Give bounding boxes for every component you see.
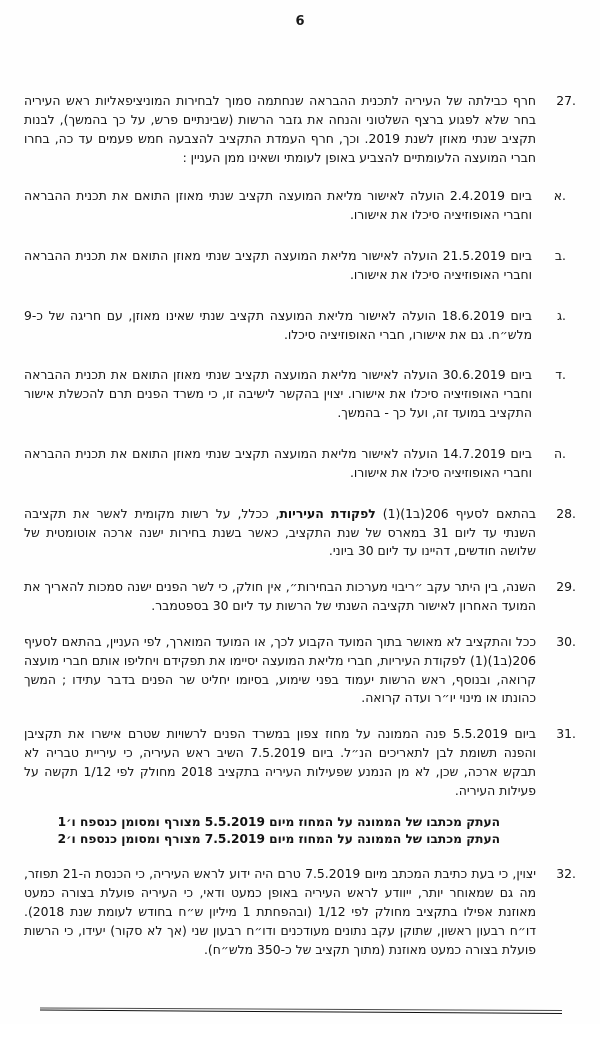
clause-32-marker: 32. bbox=[556, 866, 576, 882]
subitem-alef-marker: .א bbox=[553, 188, 566, 204]
clause-28-text bbox=[24, 505, 536, 562]
clause-32-text: יצוין, כי בעת כתיבת המכתב מיום 7.5.2019 טרם היה ידוע לראש העיריה, כי הכנסת ה-21 תפוזר, מה גם שמאוחר יותר, ייוודע לראש העיריה באופן כמעט ודאי, כי העיריה פועלת בצורה כמעט מאוזנת אפילו בתקציב מחולק לפי 1/12 (ובהפחתת 1 מיליון ש״ח בחודש לעומת שנת 2018). דו״ח רבעון ראשון, שתוקן עקב נתונים מעודכנים ודו״ח רבעון שני (אך לא סקור) יעידו, כי הרשות פועלת בצורה כמעט מאוזנת (מתוך תקציב של כ-350 מלש״ח). bbox=[24, 866, 537, 957]
clause-27-marker: 27. bbox=[556, 93, 576, 108]
attachment-note-2: העתק מכתבו של הממונה על המחוז מיום 7.5.2019 מצורף ומסומן כנספח ו׳2 bbox=[57, 831, 500, 846]
clause-31-text: ביום 5.5.2019 פנה הממונה על מחוז צפון במשרד הפנים לרשויות שטרם אישרו את תקציבן והפנה תשומת לבן לתאריכים הנ״ל. ביום 7.5.2019 השיב ראש העיריה, כי עיריית טבריה לא תבקש ארכה, שכן, לא מן הנמנע שפעילות העיריה בתקציב 2018 מחולק לפי 1/12 תקשה על פעילות העיריה. bbox=[24, 726, 536, 798]
clause-29 bbox=[24, 578, 576, 616]
subitem-he-text: ביום 14.7.2019 הועלה לאישור מליאת המועצה תקציב שנתי מאוזן התואם את תכנית ההבראה וחברי האופוזיציה סיכלו את אישורו. bbox=[24, 445, 532, 480]
subitem-he bbox=[24, 445, 576, 483]
subitem-bet-marker: .ב bbox=[554, 248, 566, 264]
clause-30-marker: 30. bbox=[556, 633, 576, 649]
subitem-gimel bbox=[24, 307, 576, 345]
document-body bbox=[24, 92, 576, 960]
clause-29-text: השנה, בין היתר עקב ״ריבוי מערכות הבחירות״, אין חולק, כי לשר הפנים ישנה סמכות להאריך את המועד האחרון לאישור תקציבה השנתי של הרשות עד ליום 30 בספטמבר. bbox=[24, 579, 536, 614]
clause-28-marker: 28. bbox=[556, 505, 576, 521]
clause-30-text: ככל והתקציב לא מאושר בתוך המועד הקבוע לכך, או המועד המוארך, לפי העניין, בהתאם לסעיף 206(ב1)(1) לפקודת העיריות, חברי מליאת המועצה יסיימו את תפקידם ויחליפו אותם חברי מועצה קרואה, ובנוסף, ראש הרשות יעמוד בפני שימוע, בסיומו יחליט שר הפנים בדבר עתידו ; המשך כהונתו או מינוי יו״ר ועדה קרואה. bbox=[24, 633, 536, 706]
clause-27 bbox=[24, 92, 576, 167]
subitem-dalet-marker: .ד bbox=[555, 367, 566, 383]
clause-28 bbox=[24, 505, 576, 562]
subitem-bet bbox=[24, 247, 576, 285]
attachment-notes bbox=[24, 814, 536, 849]
paper-bottom-edge bbox=[0, 1024, 600, 1050]
clause-29-marker: 29. bbox=[556, 579, 576, 595]
subitem-dalet-text: ביום 30.6.2019 הועלה לאישור מליאת המועצה תקציב שנתי מאוזן התואם את תכנית ההבראה וחברי האופוזיציה סיכלו את אישורו. יצוין בהקשר לישיבה זו, כי משרד הפנים תרם להכשלת אישור התקציב במועד זה, ועל כך - בהמשך. bbox=[24, 367, 532, 421]
clause-28-statute-reference: לפקודת העיריות bbox=[279, 505, 376, 521]
clause-31 bbox=[24, 725, 576, 848]
attachment-note-1: העתק מכתבו של הממונה על המחוז מיום 5.5.2019 מצורף ומסומן כנספח ו׳1 bbox=[57, 814, 500, 829]
clause-31-marker: 31. bbox=[556, 726, 576, 742]
subitem-gimel-text: ביום 18.6.2019 הועלה לאישור מליאת המועצה תקציב שנתי שאינו מאוזן, עם חריגה של כ-9 מלש״ח. גם את אישורו, חברי האופוזיציה סיכלו. bbox=[24, 307, 532, 342]
subitem-dalet bbox=[24, 366, 576, 423]
clause-28-text-after: , ככלל, על רשות מקומית לאשר את תקציבה השנתי עד ליום 31 במארס של שנת התקציב, כאשר בשנת בחירות ישנה ארכה אוטומטית של שלושה חודשים, דהיינו עד ליום 30 ביוני. bbox=[24, 505, 536, 559]
footer-rule bbox=[40, 1008, 562, 1018]
subitem-bet-text: ביום 21.5.2019 הועלה לאישור מליאת המועצה תקציב שנתי מאוזן התואם את תכנית ההבראה וחברי האופוזיציה סיכלו את אישורו. bbox=[24, 248, 532, 282]
subitem-list bbox=[24, 187, 576, 482]
clause-32 bbox=[24, 865, 576, 959]
page-number: 6 bbox=[295, 14, 305, 29]
subitem-alef-text: ביום 2.4.2019 הועלה לאישור מליאת המועצה תקציב שנתי מאוזן התואם את תכנית ההבראה וחברי האופוזיציה סיכלו את אישורו. bbox=[24, 188, 532, 223]
clause-27-text: חרף כבילתה של העיריה לתכנית ההבראה שנחתמה סמוך לבחירות המוניציפאליות ראש העיריה בחר שלא לפגוע ברצף השלטוני והנחה את גזבר הרשות (שבינתיים פרש, על כך בהמשך), לבנות תקציב שנתי מאוזן לשנת 2019. וכך, חרף העמדת התקציב להצבעה חמש פעמים עד כה, בחרו חברי המועצה הלעומתיים להצביע באופן לעומתי ושאינו ממן העניין : bbox=[24, 93, 537, 165]
subitem-he-marker: .ה bbox=[553, 445, 566, 461]
subitem-gimel-marker: .ג bbox=[556, 307, 566, 323]
clause-28-text-before: בהתאם לסעיף 206(ב1)(1) bbox=[375, 505, 537, 521]
subitem-alef bbox=[24, 187, 576, 225]
clause-30 bbox=[24, 633, 576, 708]
